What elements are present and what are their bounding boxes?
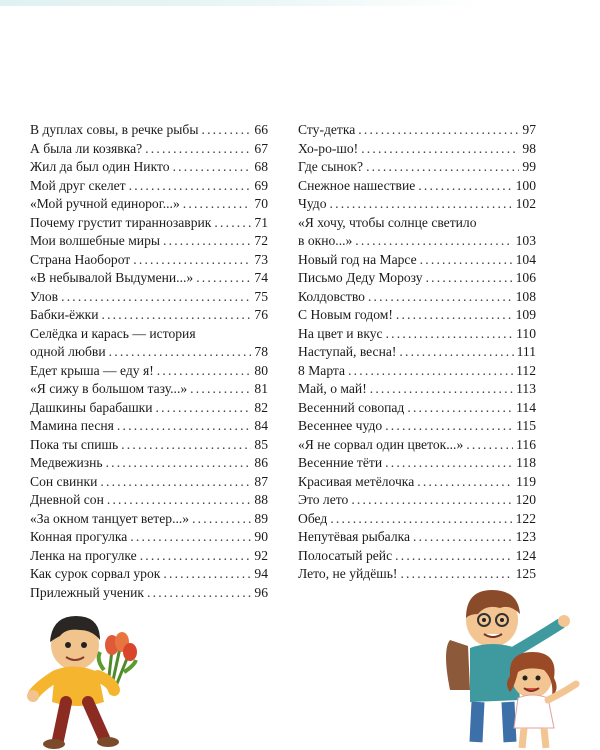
toc-entry-line bbox=[30, 158, 268, 177]
toc-entry bbox=[30, 528, 268, 547]
toc-entry-title: Обед bbox=[298, 510, 328, 526]
toc-entry-title: Мамина песня bbox=[30, 418, 114, 433]
toc-leader-dots bbox=[201, 121, 251, 140]
toc-leader-dots bbox=[370, 380, 513, 399]
toc-entry-page: 111 bbox=[516, 344, 536, 359]
toc-entry-page: 92 bbox=[254, 547, 268, 563]
toc-leader-dots bbox=[61, 288, 251, 307]
toc-entry-line bbox=[298, 288, 536, 307]
toc-entry-line bbox=[298, 269, 536, 288]
toc-entry bbox=[30, 121, 268, 140]
toc-leader-dots bbox=[173, 158, 252, 177]
toc-entry-line bbox=[30, 454, 268, 473]
toc-leader-dots bbox=[117, 417, 251, 436]
toc-entry-page: 66 bbox=[254, 122, 268, 137]
toc-entry-page: 118 bbox=[516, 455, 536, 470]
toc-leader-dots bbox=[190, 380, 251, 399]
toc-leader-dots bbox=[399, 343, 513, 362]
toc-entry-title: А была ли козявка? bbox=[30, 140, 143, 156]
toc-leader-dots bbox=[348, 362, 513, 381]
toc-entry-line bbox=[30, 121, 268, 140]
toc-entry-title: «За окном танцует ветер...» bbox=[30, 510, 190, 526]
toc-entry-title-line1: Селёдка и карась — история bbox=[30, 325, 196, 341]
toc-entry-page: 110 bbox=[516, 325, 536, 341]
toc-entry-line bbox=[298, 510, 536, 529]
toc-entry-page: 74 bbox=[254, 270, 268, 285]
toc-entry-title: Письмо Деду Морозу bbox=[298, 270, 423, 285]
toc-entry-page: 115 bbox=[516, 418, 536, 433]
toc-entry-line bbox=[30, 547, 268, 566]
toc-entry-page: 113 bbox=[516, 381, 536, 396]
toc-leader-dots bbox=[413, 528, 513, 547]
toc-entry-line bbox=[298, 251, 536, 270]
toc-leader-dots bbox=[361, 140, 519, 159]
toc-entry bbox=[30, 251, 268, 270]
toc-entry-title: Медвежизнь bbox=[30, 455, 103, 470]
toc-leader-dots bbox=[418, 177, 512, 196]
toc-leader-dots bbox=[156, 399, 252, 418]
toc-entry-line bbox=[298, 121, 536, 140]
toc-entry bbox=[30, 565, 268, 584]
toc-entry bbox=[30, 214, 268, 233]
toc-entry bbox=[30, 158, 268, 177]
toc-entry-line bbox=[298, 436, 536, 455]
toc-entry bbox=[298, 195, 536, 214]
toc-entry bbox=[298, 436, 536, 455]
toc-entry-line bbox=[30, 473, 268, 492]
toc-entry-title: «Я сижу в большом тазу...» bbox=[30, 381, 188, 396]
toc-entry-line bbox=[298, 362, 536, 381]
toc-entry-page: 72 bbox=[254, 233, 268, 248]
toc-entry-line bbox=[30, 214, 268, 233]
toc-entry-page: 104 bbox=[515, 251, 536, 267]
toc-entry bbox=[30, 399, 268, 418]
toc-right-column bbox=[298, 121, 536, 584]
toc-entry-page: 87 bbox=[254, 473, 268, 489]
toc-entry-title: Страна Наоборот bbox=[30, 251, 131, 267]
toc-entry-title: Почему грустит тираннозаврик bbox=[30, 214, 212, 230]
toc-entry-line bbox=[30, 195, 268, 214]
boy-with-flowers-illustration bbox=[0, 590, 160, 750]
toc-leader-dots bbox=[417, 473, 513, 492]
toc-leader-dots bbox=[368, 288, 513, 307]
toc-leader-dots bbox=[106, 454, 252, 473]
toc-entry-line bbox=[298, 473, 536, 492]
toc-entry-title: Мои волшебные миры bbox=[30, 233, 161, 248]
toc-entry-title: Чудо bbox=[298, 196, 327, 211]
toc-entry-title: Едет крыша — еду я! bbox=[30, 362, 154, 378]
toc-entry bbox=[30, 140, 268, 159]
toc-entry bbox=[30, 417, 268, 436]
toc-entry-line bbox=[30, 140, 268, 159]
toc-leader-dots bbox=[355, 232, 512, 251]
toc-entry bbox=[298, 140, 536, 159]
toc-entry bbox=[298, 362, 536, 381]
toc-entry bbox=[298, 325, 536, 344]
toc-leader-dots bbox=[101, 306, 251, 325]
toc-leader-dots bbox=[145, 140, 251, 159]
toc-entry-page: 123 bbox=[515, 529, 536, 544]
toc-entry-title: Хо-ро-шо! bbox=[298, 140, 359, 156]
toc-entry-page: 85 bbox=[254, 436, 268, 452]
toc-leader-dots bbox=[366, 158, 519, 177]
toc-entry-title: Непутёвая рыбалка bbox=[298, 529, 411, 544]
toc-entry-title: «Я не сорвал один цветок...» bbox=[298, 436, 464, 452]
toc-entry bbox=[298, 417, 536, 436]
toc-entry-title: Сон свинки bbox=[30, 473, 98, 489]
toc-entry-title: 8 Марта bbox=[298, 362, 346, 378]
toc-entry-line bbox=[30, 436, 268, 455]
toc-entry-page: 98 bbox=[522, 140, 536, 156]
toc-entry bbox=[30, 547, 268, 566]
toc-leader-dots bbox=[107, 491, 252, 510]
toc-entry-line bbox=[30, 306, 268, 325]
toc-entry-page: 81 bbox=[254, 381, 268, 396]
toc-entry-title: Бабки-ёжки bbox=[30, 307, 99, 322]
toc-entry bbox=[298, 343, 536, 362]
toc-entry-page: 108 bbox=[515, 288, 536, 304]
toc-entry bbox=[30, 325, 268, 362]
toc-entry-line bbox=[30, 417, 268, 436]
toc-entry-page: 103 bbox=[515, 233, 536, 248]
toc-entry-page: 96 bbox=[254, 584, 268, 600]
toc-entry-page: 112 bbox=[516, 362, 536, 378]
toc-entry bbox=[30, 269, 268, 288]
toc-entry-page: 90 bbox=[254, 529, 268, 544]
toc-entry bbox=[298, 121, 536, 140]
toc-entry-page: 106 bbox=[515, 270, 536, 285]
toc-entry-page: 76 bbox=[254, 307, 268, 322]
toc-leader-dots bbox=[385, 454, 513, 473]
toc-entry bbox=[298, 491, 536, 510]
toc-leader-dots bbox=[330, 195, 513, 214]
toc-leader-dots bbox=[396, 306, 513, 325]
toc-entry-line bbox=[30, 269, 268, 288]
toc-entry bbox=[30, 491, 268, 510]
toc-entry-line bbox=[298, 306, 536, 325]
toc-entry-line bbox=[298, 399, 536, 418]
toc-entry-page: 73 bbox=[254, 251, 268, 267]
toc-entry-title: Май, о май! bbox=[298, 381, 367, 396]
toc-entry-page: 116 bbox=[516, 436, 536, 452]
toc-entry bbox=[30, 177, 268, 196]
toc-entry-page: 84 bbox=[254, 418, 268, 433]
toc-entry-line bbox=[30, 251, 268, 270]
toc-entry-title-line1: «Я хочу, чтобы солнце светило bbox=[298, 214, 477, 230]
toc-leader-dots bbox=[358, 121, 519, 140]
toc-entry bbox=[298, 214, 536, 251]
toc-leader-dots bbox=[133, 251, 251, 270]
toc-entry-line bbox=[298, 232, 536, 251]
toc-entry-title: В дуплах совы, в речке рыбы bbox=[30, 122, 199, 137]
toc-entry-title: Колдовство bbox=[298, 288, 365, 304]
toc-entry-page: 82 bbox=[254, 399, 268, 415]
toc-entry-page: 109 bbox=[515, 307, 536, 322]
toc-entry-title: «Мой ручной единорог...» bbox=[30, 196, 180, 211]
toc-entry-page: 68 bbox=[254, 159, 268, 174]
toc-entry-line bbox=[30, 399, 268, 418]
toc-entry bbox=[30, 380, 268, 399]
toc-leader-dots bbox=[129, 177, 252, 196]
toc-entry bbox=[298, 158, 536, 177]
toc-leader-dots bbox=[386, 325, 514, 344]
toc-entry-title: Снежное нашествие bbox=[298, 177, 416, 193]
toc-entry bbox=[298, 251, 536, 270]
toc-entry bbox=[298, 454, 536, 473]
toc-entry-line bbox=[30, 528, 268, 547]
toc-entry bbox=[298, 510, 536, 529]
toc-entry bbox=[298, 528, 536, 547]
kids-pointing-illustration bbox=[430, 580, 600, 750]
toc-entry-title: Прилежный ученик bbox=[30, 584, 145, 600]
toc-leader-dots bbox=[192, 510, 251, 529]
toc-entry-title: одной любви bbox=[30, 344, 106, 359]
toc-entry-title: Как сурок сорвал урок bbox=[30, 566, 161, 581]
toc-entry-title: Где сынок? bbox=[298, 159, 364, 174]
toc-entry-title: Дашкины барабашки bbox=[30, 399, 153, 415]
toc-leader-dots bbox=[130, 528, 251, 547]
toc-entry-page: 124 bbox=[515, 547, 536, 563]
toc-entry bbox=[298, 306, 536, 325]
toc-entry-line bbox=[30, 565, 268, 584]
toc-entry bbox=[30, 232, 268, 251]
toc-leader-dots bbox=[420, 251, 513, 270]
toc-entry-line bbox=[30, 380, 268, 399]
toc-entry-line bbox=[30, 232, 268, 251]
toc-entry-title: Весеннее чудо bbox=[298, 418, 383, 433]
toc-entry-page: 120 bbox=[515, 492, 536, 507]
toc-entry-page: 80 bbox=[254, 362, 268, 378]
toc-entry-line bbox=[30, 510, 268, 529]
toc-entry-line bbox=[30, 177, 268, 196]
toc-entry-title: Лето, не уйдёшь! bbox=[298, 566, 398, 581]
toc-entry bbox=[298, 380, 536, 399]
toc-entry bbox=[298, 177, 536, 196]
toc-leader-dots bbox=[351, 491, 512, 510]
toc-entry-line bbox=[30, 343, 268, 362]
toc-entry bbox=[30, 362, 268, 381]
toc-entry bbox=[298, 547, 536, 566]
toc-leader-dots bbox=[196, 269, 251, 288]
toc-leader-dots bbox=[395, 547, 512, 566]
toc-entry-page: 97 bbox=[522, 122, 536, 137]
toc-entry-line bbox=[30, 491, 268, 510]
toc-entry-page: 94 bbox=[254, 566, 268, 581]
toc-entry-title: Дневной сон bbox=[30, 492, 104, 507]
toc-leader-dots bbox=[426, 269, 513, 288]
toc-leader-dots bbox=[157, 362, 252, 381]
toc-leader-dots bbox=[163, 232, 251, 251]
toc-entry-title: Сту-детка bbox=[298, 122, 356, 137]
toc-entry-title: На цвет и вкус bbox=[298, 325, 383, 341]
toc-entry-page: 86 bbox=[254, 455, 268, 470]
toc-leader-dots bbox=[407, 399, 513, 418]
toc-entry-line bbox=[30, 362, 268, 381]
toc-entry-line bbox=[298, 547, 536, 566]
toc-leader-dots bbox=[147, 584, 251, 603]
toc-entry bbox=[298, 473, 536, 492]
toc-entry bbox=[298, 269, 536, 288]
toc-entry-page: 102 bbox=[515, 196, 536, 211]
toc-leader-dots bbox=[385, 417, 513, 436]
toc-entry bbox=[30, 473, 268, 492]
toc-entry bbox=[30, 288, 268, 307]
toc-entry bbox=[30, 436, 268, 455]
toc-entry-page: 70 bbox=[254, 196, 268, 211]
toc-entry-title: Мой друг скелет bbox=[30, 177, 126, 193]
toc-entry bbox=[30, 195, 268, 214]
toc-entry-line bbox=[298, 528, 536, 547]
toc-entry-title: Весенний совопад bbox=[298, 399, 405, 415]
toc-entry-page: 71 bbox=[254, 214, 268, 230]
toc-entry-line bbox=[30, 288, 268, 307]
toc-entry bbox=[298, 288, 536, 307]
toc-entry-line bbox=[298, 380, 536, 399]
toc-entry-line bbox=[298, 343, 536, 362]
toc-entry-line bbox=[298, 454, 536, 473]
toc-entry-title: в окно...» bbox=[298, 233, 353, 248]
top-decorative-strip bbox=[0, 0, 600, 6]
toc-entry-line bbox=[298, 140, 536, 159]
toc-entry-title: «В небывалой Выдумени...» bbox=[30, 270, 194, 285]
toc-entry-line bbox=[298, 195, 536, 214]
toc-entry-page: 119 bbox=[516, 473, 536, 489]
toc-leader-dots bbox=[183, 195, 252, 214]
toc-entry-title: Полосатый рейс bbox=[298, 547, 393, 563]
toc-leader-dots bbox=[466, 436, 513, 455]
toc-entry-page: 114 bbox=[516, 399, 536, 415]
toc-leader-dots bbox=[140, 547, 252, 566]
toc-entry-title: Пока ты спишь bbox=[30, 436, 119, 452]
toc-entry-page: 88 bbox=[254, 492, 268, 507]
toc-leader-dots bbox=[109, 343, 252, 362]
toc-entry-line bbox=[298, 491, 536, 510]
toc-entry-title: Улов bbox=[30, 288, 59, 304]
toc-entry-title: Это лето bbox=[298, 492, 349, 507]
toc-entry-title: Конная прогулка bbox=[30, 529, 128, 544]
toc-entry-page: 99 bbox=[522, 159, 536, 174]
toc-entry-page: 69 bbox=[254, 177, 268, 193]
toc-entry-page: 78 bbox=[254, 344, 268, 359]
toc-entry-line bbox=[298, 158, 536, 177]
toc-entry-page: 75 bbox=[254, 288, 268, 304]
girl-figure bbox=[507, 652, 576, 748]
toc-entry-title: Красивая метёлочка bbox=[298, 473, 415, 489]
toc-leader-dots bbox=[100, 473, 251, 492]
toc-entry-title: С Новым годом! bbox=[298, 307, 393, 322]
toc-entry-page: 125 bbox=[515, 566, 536, 581]
toc-leader-dots bbox=[163, 565, 251, 584]
toc-entry bbox=[298, 399, 536, 418]
toc-entry bbox=[30, 510, 268, 529]
toc-entry-title: Новый год на Марсе bbox=[298, 251, 417, 267]
toc-entry-page: 122 bbox=[515, 510, 536, 526]
toc-entry bbox=[30, 454, 268, 473]
toc-entry-page: 67 bbox=[254, 140, 268, 156]
toc-entry-title: Весенние тёти bbox=[298, 455, 383, 470]
toc-leader-dots bbox=[121, 436, 251, 455]
toc-entry bbox=[30, 306, 268, 325]
toc-leader-dots bbox=[330, 510, 512, 529]
toc-entry-title: Ленка на прогулке bbox=[30, 547, 137, 563]
toc-leader-dots bbox=[214, 214, 251, 233]
toc-left-column bbox=[30, 121, 268, 602]
toc-entry-page: 100 bbox=[515, 177, 536, 193]
toc-entry-line bbox=[298, 417, 536, 436]
toc-entry-title: Наступай, весна! bbox=[298, 344, 397, 359]
toc-entry-title: Жил да был один Никто bbox=[30, 159, 170, 174]
toc-entry-line bbox=[298, 177, 536, 196]
toc-entry-line bbox=[298, 325, 536, 344]
toc-entry-page: 89 bbox=[254, 510, 268, 526]
